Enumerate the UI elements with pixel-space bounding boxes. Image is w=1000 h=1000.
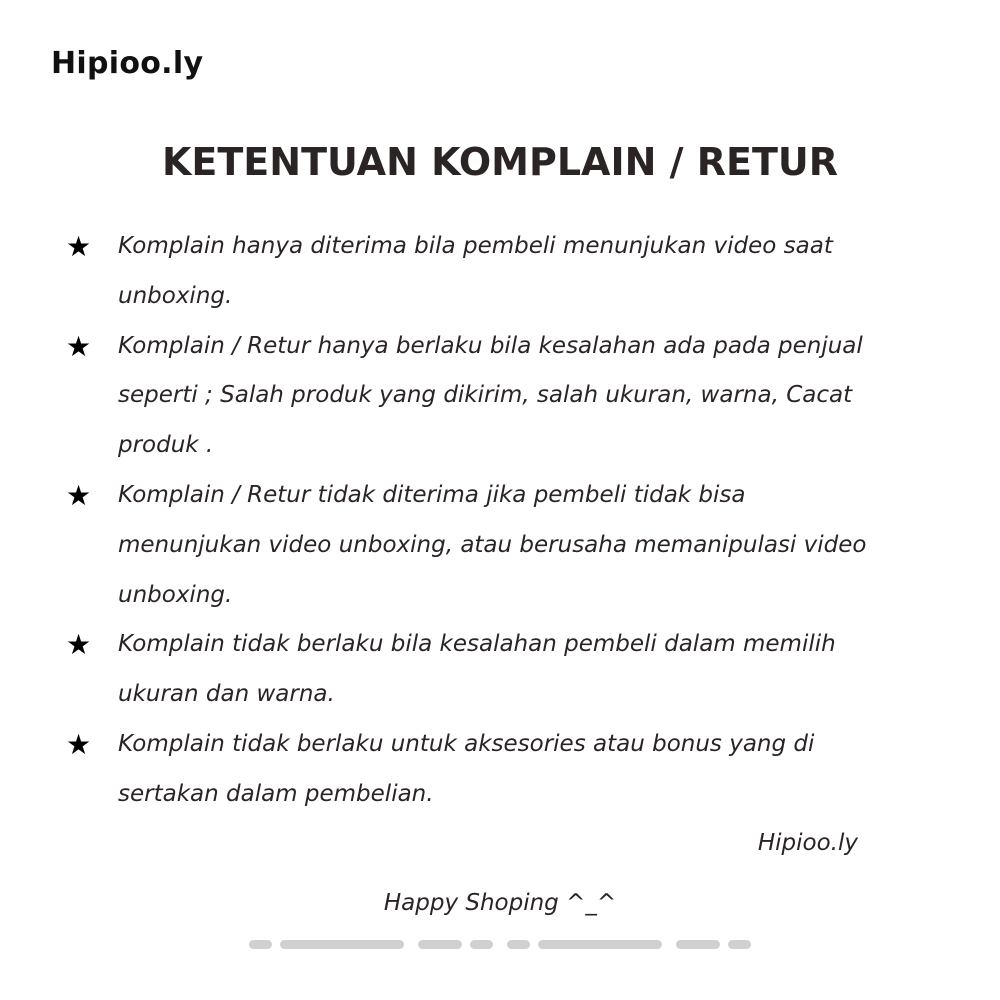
- decorative-dash: [676, 940, 720, 949]
- brand-logo: Hipioo.ly: [51, 46, 204, 81]
- rule-text: Komplain tidak berlaku untuk aksesories atau bonus yang di sertakan dalam pembelian.: [118, 730, 815, 807]
- decorative-dash: [249, 940, 272, 949]
- decorative-dash: [728, 940, 751, 949]
- decorative-dash: [280, 940, 404, 949]
- rule-text: Komplain / Retur tidak diterima jika pembeli tidak bisa menunjukan video unboxing, atau berusaha memanipulasi video unboxing.: [118, 481, 867, 608]
- rule-text: Komplain tidak berlaku bila kesalahan pembeli dalam memilih ukuran dan warna.: [118, 631, 836, 708]
- star-icon: ★: [66, 329, 92, 363]
- star-icon: ★: [66, 628, 92, 662]
- list-item: [66, 471, 886, 620]
- star-icon: ★: [66, 727, 92, 761]
- decorative-dash: [470, 940, 493, 949]
- rule-text: Komplain / Retur hanya berlaku bila kesalahan ada pada penjual seperti ; Salah produk yang dikirim, salah ukuran, warna, Cacat produk .: [118, 332, 863, 459]
- rule-text: Komplain hanya diterima bila pembeli menunjukan video saat unboxing.: [118, 233, 833, 309]
- star-icon: ★: [66, 478, 92, 512]
- list-item: [66, 720, 886, 820]
- list-item: [66, 620, 886, 720]
- rules-list: [66, 222, 886, 820]
- page-title: KETENTUAN KOMPLAIN / RETUR: [161, 140, 838, 184]
- decorative-dash: [507, 940, 530, 949]
- list-item: [66, 222, 886, 322]
- star-icon: ★: [66, 230, 92, 263]
- footer-text: Happy Shoping ^_^: [383, 890, 617, 916]
- list-item: [66, 322, 886, 471]
- signature: Hipioo.ly: [757, 830, 858, 856]
- decorative-dash: [538, 940, 662, 949]
- decorative-dash: [418, 940, 462, 949]
